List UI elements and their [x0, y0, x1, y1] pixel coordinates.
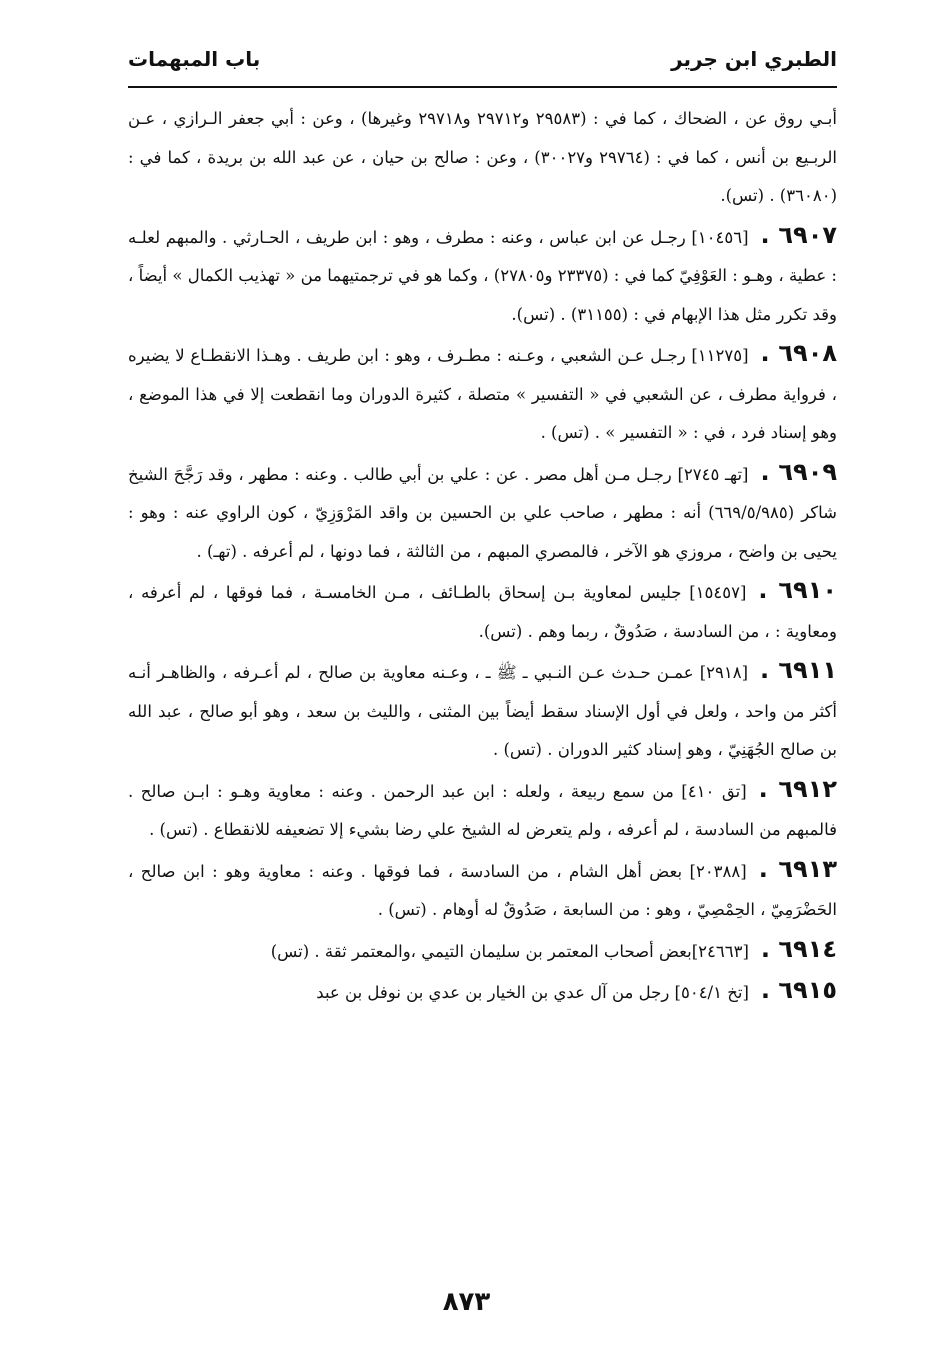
entry-6907 [128, 216, 837, 335]
entry-number: ٦٩١٢ . [758, 774, 837, 803]
entry-6914 [128, 930, 837, 972]
entry-number: ٦٩١٤ . [760, 934, 837, 963]
entry-text: [٢٠٣٨٨] بعض أهل الشام ، من السادسة ، فما فوقها . وعنه : معاوية وهو : ابن صالح ، الحَضْرَمِيّ ، الحِمْصِيّ ، وهو : من السابعة ، صَدُوقٌ له أوهام . (تس) . [128, 861, 837, 919]
entry-text: [تهـ ٢٧٤٥] رجـل مـن أهل مصر . عن : علي بن أبي طالب . وعنه : مطهر ، وقد رَجَّحَ الشيخ شاكر (٦٦٩/٥/٩٨٥) أنه : مطهر ، صاحب علي بن الحسين بن واقد المَرْوَزِيّ ، كون الراوي عنه : وهو : يحيى بن واضح ، مروزي هو الآخر ، فالمصري المبهم ، من الثالثة ، فما دونها ، لم أعرفه . (تهـ) . [128, 464, 838, 561]
page-body [128, 100, 837, 1013]
entry-text: [١٠٤٥٦] رجـل عن ابن عباس ، وعنه : مطرف ، وهو : ابن طريف ، الحـارثي . والمبهم لعلـه : عطية ، وهـو : العَوْفِيّ كما في : (٢٣٣٧٥ و٢٧٨٠٥) ، وكما هو في ترجمتيهما من « تهذيب الكمال » أيضاً ، وقد تكرر مثل هذا الإبهام في : (٣١١٥٥) . (تس). [128, 227, 837, 324]
book-title: الطبري ابن جرير [671, 47, 837, 71]
continuation-paragraph: أبـي روق عن ، الضحاك ، كما في : (٢٩٥٨٣ و٢٩٧١٢ و٢٩٧١٨ وغيرها) ، وعن : أبي جعفر الـرازي ، عـن الربـيع بن أنس ، كما في : (٢٩٧٦٤ و٣٠٠٢٧) ، وعن : صالح بن حيان ، عن عبد الله بن بريدة ، كما في : (٣٦٠٨٠) . (تس). [128, 109, 837, 205]
entry-number: ٦٩١٠ . [758, 576, 837, 604]
entry-6909 [128, 453, 837, 572]
entry-text: [تق ٤١٠] من سمع ربيعة ، ولعله : ابن عبد الرحمن . وعنه : معاوية وهـو : ابـن صالح . فالمبهم من السادسة ، لم أعرفه ، ولم يتعرض له الشيخ علي رضا بشيء إلا تضعيفه للانقطاع . (تس) . [128, 781, 837, 839]
entry-number: ٦٩٠٩ . [760, 457, 837, 486]
entry-number: ٦٩٠٨ . [760, 339, 837, 367]
entry-text: [٢٩١٨] عمـن حـدث عـن النـبي ـ ﷺ ـ ، وعـنه معاوية بن صالح ، لم أعـرفه ، والظاهـر أنـه أكثر من واحد ، ولعل في أول الإسناد سقط أيضاً بين المثنى ، والليث بن سعد ، وهو أبو صالح ، عبد الله بن صالح الجُهَنِيّ ، وهو إسناد كثير الدوران . (تس) . [128, 663, 837, 759]
entry-text: [١١٢٧٥] رجـل عـن الشعبي ، وعـنه : مطـرف ، وهو : ابن طريف . وهـذا الانقطـاع لا يضيره ، فرواية مطرف ، عن الشعبي في « التفسير » متصلة ، كثيرة الدوران وما انقطعت إلا في هذا الموضع ، وهو إسناد فرد ، في : « التفسير » . (تس) . [128, 346, 837, 442]
entry-6910 [128, 571, 837, 651]
entry-text: [٢٤٦٦٣]بعض أصحاب المعتمر بن سليمان التيمي ،والمعتمر ثقة . (تس) [270, 941, 749, 961]
entry-6915 [128, 971, 837, 1013]
entry-number: ٦٩١٥ . [760, 976, 837, 1004]
entry-6908 [128, 334, 837, 453]
entry-6912 [128, 770, 837, 850]
entry-6911 [128, 651, 837, 770]
chapter-title: باب المبهمات [128, 47, 261, 71]
entry-number: ٦٩١١ . [760, 656, 837, 684]
running-header [128, 38, 837, 80]
entry-number: ٦٩١٣ . [758, 854, 837, 883]
header-rule [128, 86, 837, 88]
entry-text: [١٥٤٥٧] جليس لمعاوية بـن إسحاق بالطـائف ، مـن الخامسـة ، فما فوقها ، لم أعرفه ، ومعاوية : ، من السادسة ، صَدُوقٌ ، ربما وهم . (تس). [128, 583, 837, 641]
page-number: ٨٧٣ [442, 1287, 491, 1317]
entry-text: [تخ ٥٠٤/١] رجل من آل عدي بن الخيار بن عدي بن نوفل بن عبد [316, 983, 749, 1002]
entry-6913 [128, 850, 837, 930]
entry-number: ٦٩٠٧ . [760, 220, 837, 249]
